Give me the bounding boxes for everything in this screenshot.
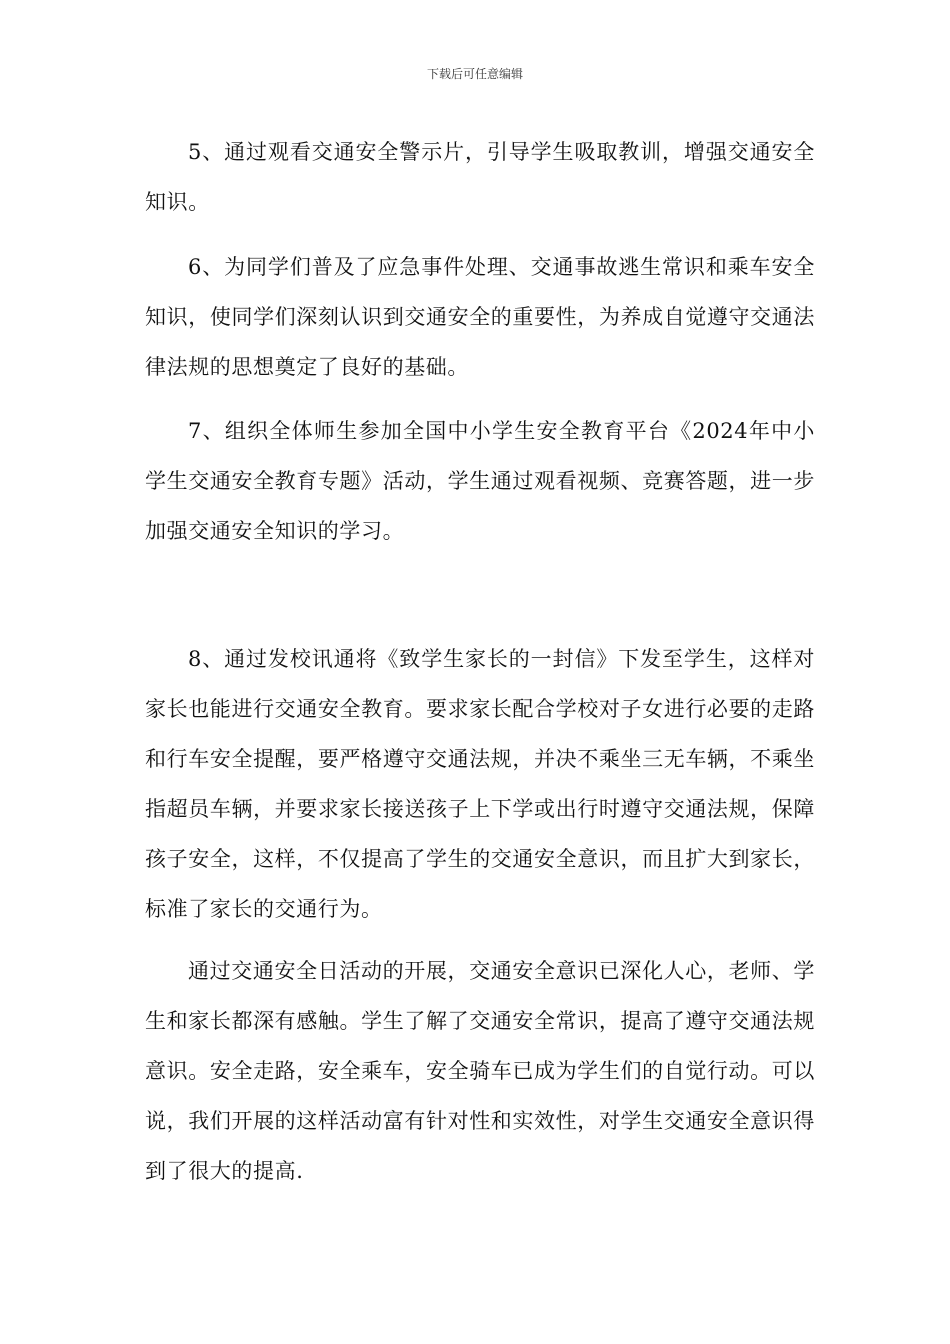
paragraph-item-6: 6、为同学们普及了应急事件处理、交通事故逃生常识和乘车安全知识，使同学们深刻认识到交通安全的重要性，为养成自觉遵守交通法律法规的思想奠定了良好的基础。	[145, 255, 815, 379]
paragraph-summary: 通过交通安全日活动的开展，交通安全意识已深化人心，老师、学生和家长都深有感触。学生了解了交通安全常识，提高了遵守交通法规意识。安全走路，安全乘车，安全骑车已成为学生们的自觉行动。可以说，我们开展的这样活动富有针对性和实效性，对学生交通安全意识得到了很大的提高.	[145, 959, 815, 1183]
paragraph-item-7: 7、组织全体师生参加全国中小学生安全教育平台《2024年中小学生交通安全教育专题》活动，学生通过观看视频、竞赛答题，进一步加强交通安全知识的学习。	[145, 419, 815, 543]
paragraph-item-5: 5、通过观看交通安全警示片，引导学生吸取教训，增强交通安全知识。	[145, 140, 815, 214]
paragraph-item-8: 8、通过发校讯通将《致学生家长的一封信》下发至学生，这样对家长也能进行交通安全教育。要求家长配合学校对子女进行必要的走路和行车安全提醒，要严格遵守交通法规，并决不乘坐三无车辆，不乘坐指超员车辆，并要求家长接送孩子上下学或出行时遵守交通法规，保障孩子安全，这样，不仅提高了学生的交通安全意识，而且扩大到家长，标准了家长的交通行为。	[145, 647, 815, 921]
page-header: 下载后可任意编辑	[426, 67, 523, 81]
